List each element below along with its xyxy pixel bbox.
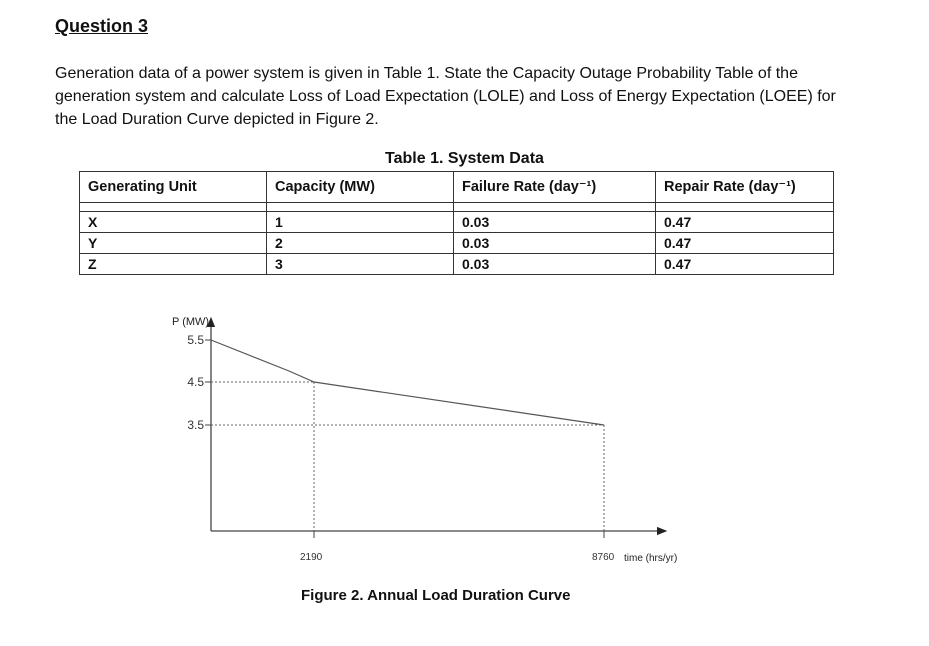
cell-failure-rate: 0.03 [454,233,656,254]
header-generating-unit: Generating Unit [80,172,267,203]
question-body: Generation data of a power system is given in Table 1. State the Capacity Outage Probability Table of the generation system and calculate Loss of Load Expectation (LOLE) and Loss of Energy Expectation (LOEE) for the Load Duration Curve depicted in Figure 2. [55,65,836,128]
cell-repair-rate: 0.47 [656,233,834,254]
y-tick-label: 3.5 [187,418,204,432]
cell-capacity: 3 [267,254,454,275]
cell-unit: Y [80,233,267,254]
header-failure-rate: Failure Rate (day⁻¹) [454,172,656,203]
x-axis-label: time (hrs/yr) [624,553,678,564]
cell-failure-rate: 0.03 [454,254,656,275]
cell-repair-rate: 0.47 [656,254,834,275]
y-tick-label: 5.5 [187,333,204,347]
question-title: Question 3 [55,16,149,36]
y-axis-label: P (MW) [172,316,210,328]
cell-failure-rate: 0.03 [454,212,656,233]
table-caption: Table 1. System Data [385,150,544,167]
cell-repair-rate: 0.47 [656,212,834,233]
x-tick-label: 8760 [592,552,615,563]
cell-capacity: 1 [267,212,454,233]
y-tick-label: 4.5 [187,375,204,389]
x-tick-label: 2190 [300,552,323,563]
cell-capacity: 2 [267,233,454,254]
figure-caption: Figure 2. Annual Load Duration Curve [301,587,571,604]
header-repair-rate: Repair Rate (day⁻¹) [656,172,834,203]
load-curve [211,340,604,425]
cell-unit: X [80,212,267,233]
header-capacity: Capacity (MW) [267,172,454,203]
cell-unit: Z [80,254,267,275]
